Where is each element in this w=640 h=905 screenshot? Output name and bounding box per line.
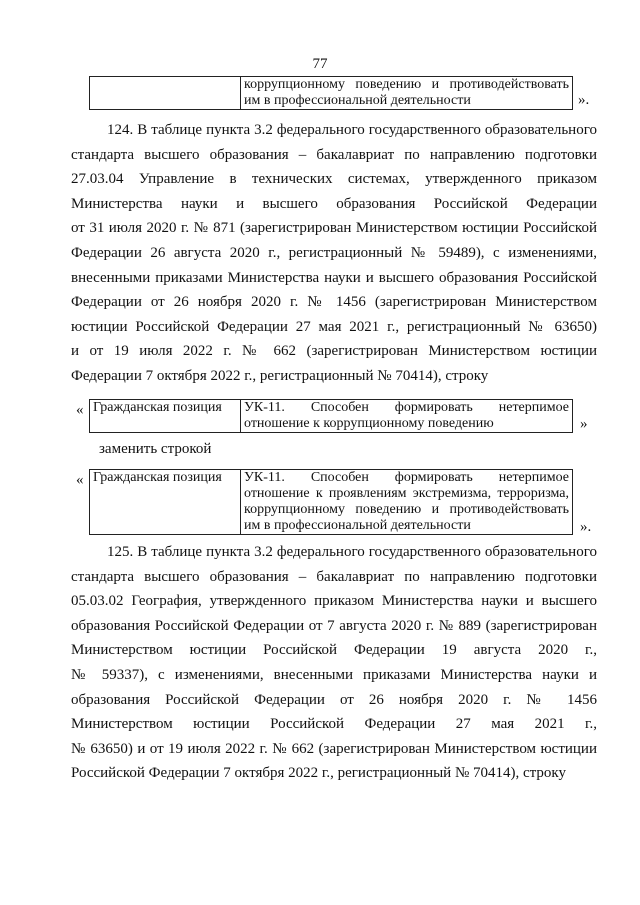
table-new-col2	[241, 470, 573, 535]
table-new-line: отношение к проявлениям экстремизма, терроризма,	[244, 486, 569, 501]
paragraph-line: Федерации 7 октября 2022 г., регистрационный № 70414), строку	[71, 367, 489, 384]
paragraph-line: Федерации от 26 ноября 2020 г. № 1456 (зарегистрирован Министерством	[71, 294, 597, 311]
table-new-row	[89, 469, 573, 535]
table-old-line: УК-11. Способен формировать нетерпимое	[244, 400, 569, 415]
page-number: 77	[312, 56, 328, 72]
top-table-line: коррупционному поведению и противодействовать	[244, 77, 569, 92]
paragraph-line: 27.03.04 Управление в технических системах, утвержденного приказом	[71, 171, 597, 188]
paragraph-line: 05.03.02 География, утвержденного приказом Министерства науки и высшего	[71, 593, 597, 610]
paragraph-line: 124. В таблице пункта 3.2 федерального государственного образовательного	[107, 122, 597, 138]
close-quote: ».	[578, 92, 590, 108]
paragraph-line: стандарта высшего образования – бакалавриат по направлению подготовки	[71, 146, 597, 163]
close-quote: ».	[580, 519, 592, 535]
paragraph-line: образования Российской Федерации от 7 августа 2020 г. № 889 (зарегистрирован	[71, 617, 597, 634]
paragraph-line: Министерством юстиции Российской Федерации 27 мая 2021 г.,	[71, 716, 597, 733]
paragraph-line: стандарта высшего образования – бакалавриат по направлению подготовки	[71, 568, 597, 585]
table-old-row	[89, 399, 573, 433]
open-quote: «	[76, 472, 84, 488]
replace-text: заменить строкой	[99, 441, 212, 457]
paragraph-line: юстиции Российской Федерации 27 мая 2021 г., регистрационный № 63650)	[71, 318, 597, 335]
paragraph-line: № 59337), с изменениями, внесенными приказами Министерства науки и	[71, 666, 597, 683]
paragraph-line: Министерства науки и высшего образования Российской Федерации	[71, 195, 597, 212]
paragraph-125	[71, 540, 597, 786]
top-table-col1	[90, 77, 241, 110]
close-quote: »	[580, 416, 588, 432]
paragraph-line: и от 19 июля 2022 г. № 662 (зарегистрирован Министерством юстиции	[71, 343, 597, 360]
paragraph-124	[71, 118, 597, 389]
paragraph-line: № 63650) и от 19 июля 2022 г. № 662 (зарегистрирован Министерством юстиции	[71, 740, 597, 757]
paragraph-line: образования Российской Федерации от 26 ноября 2020 г. № 1456	[71, 691, 597, 708]
table-new-col1: Гражданская позиция	[90, 470, 241, 535]
table-new-line: УК-11. Способен формировать нетерпимое	[244, 470, 569, 485]
paragraph-line: внесенными приказами Министерства науки и высшего образования Российской	[71, 269, 597, 286]
table-new-line: коррупционному поведению и противодействовать	[244, 502, 569, 517]
table-old-col1: Гражданская позиция	[90, 400, 241, 433]
paragraph-line: Российской Федерации 7 октября 2022 г., регистрационный № 70414), строку	[71, 765, 566, 782]
paragraph-line: 125. В таблице пункта 3.2 федерального государственного образовательного	[107, 544, 597, 560]
table-new-line: им в профессиональной деятельности	[244, 518, 471, 533]
paragraph-line: Федерации 26 августа 2020 г., регистрационный № 59489), с изменениями,	[71, 244, 597, 261]
table-old-col2	[241, 400, 573, 433]
top-table	[89, 76, 573, 110]
paragraph-line: Министерством юстиции Российской Федерации 19 августа 2020 г.,	[71, 642, 597, 659]
paragraph-line: от 31 июля 2020 г. № 871 (зарегистрирован Министерством юстиции Российской	[71, 220, 597, 237]
top-table-col2	[241, 77, 573, 110]
top-table-line: им в профессиональной деятельности	[244, 93, 471, 108]
table-old-line: отношение к коррупционному поведению	[244, 416, 494, 431]
open-quote: «	[76, 402, 84, 418]
